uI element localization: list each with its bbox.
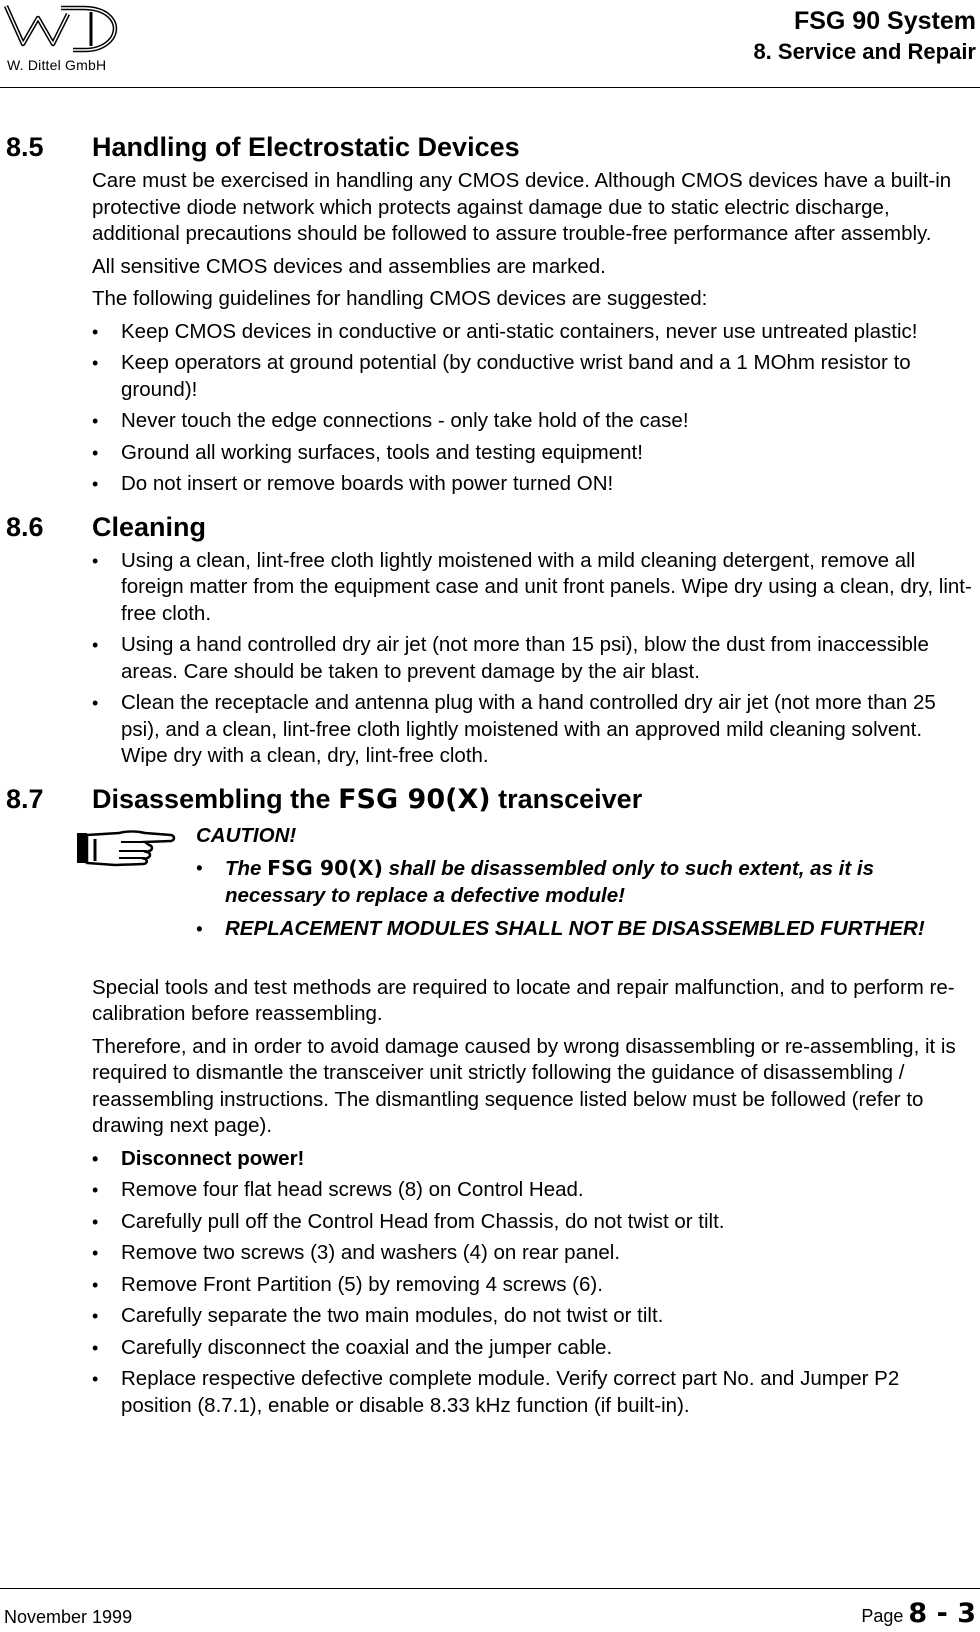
page-label: Page: [861, 1606, 909, 1626]
header-divider: [0, 87, 980, 88]
section-number: 8.6: [6, 511, 44, 542]
caution-text: The: [225, 857, 268, 880]
list-item: • Carefully pull off the Control Head from Chassis, do not twist or tilt.: [92, 1209, 972, 1236]
page-content: [0, 130, 980, 1424]
section-title: Handling of Electrostatic Devices: [92, 132, 520, 162]
disassembly-steps-list: [92, 1146, 972, 1420]
section-8-7-heading: [0, 782, 980, 817]
product-name: FSG 90(X): [338, 783, 491, 815]
list-item: • Replace respective defective complete module. Verify correct part No. and Jumper P2 position (8.7.1), enable or disable 8.33 kHz function (if built-in).: [92, 1366, 972, 1419]
section-8-5-heading: [0, 130, 980, 164]
header-title-block: [753, 4, 976, 66]
list-item: [196, 855, 966, 909]
paragraph: Care must be exercised in handling any CMOS device. Although CMOS devices have a built-in protective diode network which protects against damage due to static electric discharge, additional precautions should be followed to assure trouble-free performance after assembly.: [92, 169, 952, 245]
page-number: [861, 1598, 976, 1629]
list-item: • Carefully disconnect the coaxial and the jumper cable.: [92, 1335, 972, 1362]
caution-text: shall be disassembled only to such extent, as it is necessary to replace a defective module!: [225, 857, 874, 907]
product-name: FSG 90(X): [267, 856, 383, 880]
list-item: • REPLACEMENT MODULES SHALL NOT BE DISASSEMBLED FURTHER!: [196, 916, 966, 943]
list-item: • Remove four flat head screws (8) on Control Head.: [92, 1177, 972, 1204]
section-title: [92, 784, 642, 814]
cleaning-list: [92, 548, 972, 770]
paragraph: All sensitive CMOS devices and assemblies are marked.: [92, 254, 606, 278]
list-item: • Never touch the edge connections - only take hold of the case!: [92, 408, 972, 435]
list-item: • Disconnect power!: [92, 1146, 972, 1173]
list-item: • Do not insert or remove boards with power turned ON!: [92, 471, 972, 498]
section-8-6-heading: [0, 510, 980, 544]
footer-date: November 1999: [4, 1607, 133, 1627]
caution-title: CAUTION!: [196, 823, 297, 847]
list-item: • Using a hand controlled dry air jet (not more than 15 psi), blow the dust from inaccessible areas. Care should be taken to prevent damage by the air blast.: [92, 632, 972, 685]
company-name: W. Dittel GmbH: [7, 57, 107, 73]
wd-logo-icon: [3, 0, 123, 58]
system-title: FSG 90 System: [793, 7, 976, 35]
footer-divider: [0, 1588, 980, 1589]
list-item: • Remove Front Partition (5) by removing 4 screws (6).: [92, 1272, 972, 1299]
paragraph: Special tools and test methods are required to locate and repair malfunction, and to perform re-calibration before reassembling.: [92, 975, 955, 1025]
paragraph: Therefore, and in order to avoid damage caused by wrong disassembling or re-assembling, it is required to dismantle the transceiver unit strictly following the guidance of disassembling / reassembling instructions. The dismantling sequence listed below must be followed (refer to drawing next page).: [92, 1034, 956, 1137]
caution-list: [196, 855, 966, 943]
title-text: transceiver: [490, 783, 643, 814]
list-item: • Clean the receptacle and antenna plug with a hand controlled dry air jet (not more than 25 psi), and a clean, lint-free cloth lightly moistened with an approved mild cleaning solvent. Wipe dry with a clean, dry, lint-free cloth.: [92, 690, 972, 770]
cmos-guidelines-list: [92, 319, 972, 498]
company-logo: [3, 0, 123, 80]
section-number: 8.7: [6, 783, 44, 814]
pointing-hand-icon: [75, 827, 177, 867]
list-item: • Keep operators at ground potential (by conductive wrist band and a 1 MOhm resistor to ground)!: [92, 350, 972, 403]
list-item: • Keep CMOS devices in conductive or anti-static containers, never use untreated plastic!: [92, 319, 972, 346]
caution-box: [196, 823, 966, 943]
section-number: 8.5: [6, 132, 44, 162]
list-item: • Remove two screws (3) and washers (4) on rear panel.: [92, 1240, 972, 1267]
chapter-title: 8. Service and Repair: [753, 39, 976, 64]
section-title: Cleaning: [92, 511, 207, 542]
title-text: Disassembling the: [92, 783, 339, 814]
list-item: • Carefully separate the two main modules, do not twist or tilt.: [92, 1303, 972, 1330]
paragraph: The following guidelines for handling CMOS devices are suggested:: [92, 287, 708, 310]
page-number-value: 8 - 3: [908, 1598, 976, 1629]
list-item: • Using a clean, lint-free cloth lightly moistened with a mild cleaning detergent, remove all foreign matter from the equipment case and unit front panels. Wipe dry using a clean, dry, lint-free cloth.: [92, 548, 972, 628]
page-header: [0, 0, 980, 88]
list-item: • Ground all working surfaces, tools and testing equipment!: [92, 440, 972, 467]
